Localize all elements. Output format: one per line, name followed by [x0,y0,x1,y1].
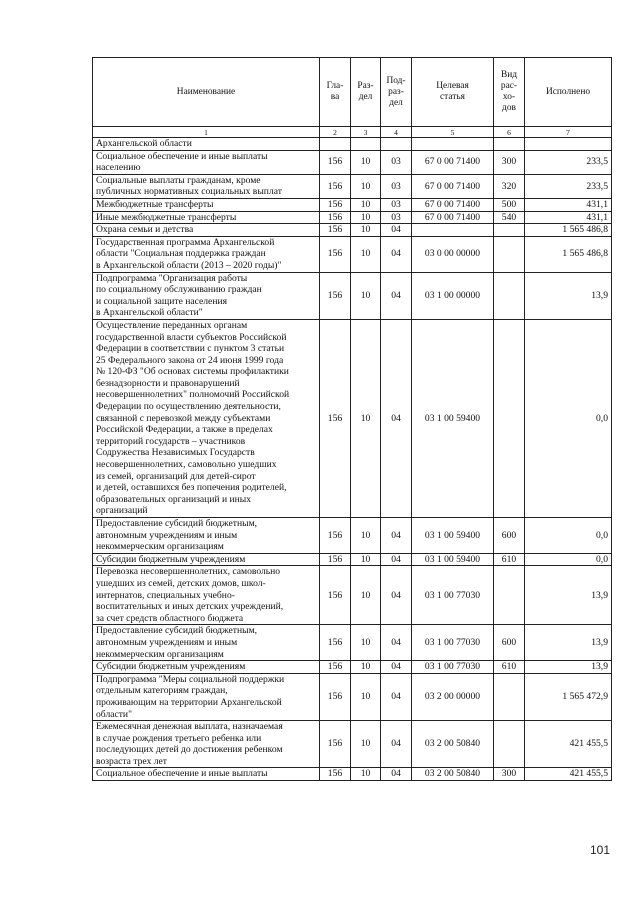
row-name: Осуществление переданных органам государственной власти субъектов Российской Федерации в соответствии с пунктом 3 статьи 25 Федерального закона от 24 июня 1999 года № 120-ФЗ "Об основах системы профилактики безнадзорности и правонарушений несовершеннолетних" полномочий Российской Федерации по осуществлению деятельности, связанной с перевозкой между субъектами Российской Федерации, а также в пределах территорий государств – участников Содружества Независимых Государств несовершеннолетних, самовольно ушедших из семей, организаций для детей-сирот и детей, оставшихся без попечения родителей, образовательных организаций и иных организаций [93,319,320,517]
table-row [93,138,612,151]
row-name: Социальное обеспечение и иные выплаты населению [93,150,320,174]
row-subsection: 04 [381,272,412,319]
row-name: Социальное обеспечение и иные выплаты [93,768,320,781]
row-subsection: 04 [381,319,412,517]
row-subsection: 04 [381,518,412,554]
row-name: Иные межбюджетные трансферты [93,211,320,224]
row-chapter: 156 [320,553,351,566]
row-target: 03 2 00 50840 [412,768,494,781]
row-subsection: 04 [381,553,412,566]
row-section: 10 [351,150,381,174]
column-number: 4 [381,127,412,138]
row-executed: 0,0 [525,319,612,517]
column-number: 3 [351,127,381,138]
row-target: 67 0 00 71400 [412,211,494,224]
header-target: Целевая статья [412,58,494,127]
row-expense-type [494,224,525,237]
row-name: Социальные выплаты гражданам, кроме публичных нормативных социальных выплат [93,174,320,198]
row-target: 03 1 00 00000 [412,272,494,319]
row-name: Предоставление субсидий бюджетным, автономным учреждениям и иным некоммерческим организациям [93,518,320,554]
row-subsection: 03 [381,211,412,224]
row-executed: 0,0 [525,553,612,566]
row-target: 03 1 00 77030 [412,625,494,661]
row-chapter: 156 [320,224,351,237]
row-subsection: 04 [381,673,412,720]
row-expense-type: 540 [494,211,525,224]
table-row [93,661,612,674]
row-expense-type: 500 [494,198,525,211]
table-row [93,566,612,625]
row-name: Государственная программа Архангельской области "Социальная поддержка граждан в Архангельской области (2013 – 2020 годы)" [93,236,320,272]
row-section: 10 [351,625,381,661]
row-expense-type [494,272,525,319]
row-name: Подпрограмма "Организация работы по социальному обслуживанию граждан и социальной защите населения в Архангельской области" [93,272,320,319]
row-section: 10 [351,768,381,781]
row-chapter: 156 [320,721,351,768]
table-row [93,553,612,566]
row-section: 10 [351,174,381,198]
row-target: 03 1 00 59400 [412,553,494,566]
row-section: 10 [351,518,381,554]
row-section: 10 [351,236,381,272]
table-row [93,236,612,272]
row-executed: 13,9 [525,661,612,674]
row-name: Перевозка несовершеннолетних, самовольно ушедших из семей, детских домов, школ- интернатов, специальных учебно- воспитательных и иных детских учреждений, за счет средств областного бюджета [93,566,320,625]
row-target: 03 1 00 77030 [412,661,494,674]
row-chapter: 156 [320,236,351,272]
row-section: 10 [351,673,381,720]
row-target: 67 0 00 71400 [412,174,494,198]
row-section: 10 [351,319,381,517]
row-section: 10 [351,198,381,211]
row-chapter: 156 [320,661,351,674]
header-name: Наименование [93,58,320,127]
table-row [93,625,612,661]
row-name: Подпрограмма "Меры социальной поддержки отдельным категориям граждан, проживающим на территории Архангельской области" [93,673,320,720]
row-executed: 431,1 [525,198,612,211]
row-target: 03 1 00 59400 [412,518,494,554]
table-row [93,150,612,174]
table-row [93,272,612,319]
table-row [93,224,612,237]
row-expense-type [494,138,525,151]
row-chapter: 156 [320,625,351,661]
row-subsection: 03 [381,198,412,211]
column-number-row [93,127,612,138]
row-target: 03 1 00 59400 [412,319,494,517]
row-subsection: 04 [381,224,412,237]
table-row [93,174,612,198]
column-number: 1 [93,127,320,138]
row-target [412,138,494,151]
row-executed: 421 455,5 [525,768,612,781]
row-chapter: 156 [320,518,351,554]
row-target: 67 0 00 71400 [412,198,494,211]
table-row [93,721,612,768]
row-subsection: 04 [381,236,412,272]
column-number: 5 [412,127,494,138]
row-executed: 233,5 [525,150,612,174]
row-chapter: 156 [320,319,351,517]
row-expense-type: 300 [494,150,525,174]
row-target: 67 0 00 71400 [412,150,494,174]
row-subsection: 03 [381,150,412,174]
row-name: Ежемесячная денежная выплата, назначаемая в случае рождения третьего ребенка или последующих детей до достижения ребенком возраста трех лет [93,721,320,768]
row-executed: 421 455,5 [525,721,612,768]
row-chapter: 156 [320,211,351,224]
row-expense-type [494,566,525,625]
row-section: 10 [351,661,381,674]
row-executed: 431,1 [525,211,612,224]
table-row [93,211,612,224]
row-section [351,138,381,151]
row-subsection: 04 [381,625,412,661]
table-row [93,518,612,554]
row-executed: 1 565 486,8 [525,236,612,272]
row-expense-type: 600 [494,625,525,661]
header-subsection: Под- раз- дел [381,58,412,127]
row-subsection: 04 [381,768,412,781]
row-section: 10 [351,566,381,625]
table-body [93,138,612,781]
table-row [93,673,612,720]
column-number: 6 [494,127,525,138]
column-number: 2 [320,127,351,138]
row-executed: 1 565 472,9 [525,673,612,720]
row-subsection [381,138,412,151]
header-section: Раз- дел [351,58,381,127]
row-expense-type [494,236,525,272]
row-section: 10 [351,224,381,237]
row-subsection: 04 [381,721,412,768]
header-executed: Исполнено [525,58,612,127]
row-chapter: 156 [320,768,351,781]
row-chapter: 156 [320,272,351,319]
row-subsection: 04 [381,566,412,625]
row-expense-type: 300 [494,768,525,781]
row-name: Межбюджетные трансферты [93,198,320,211]
row-section: 10 [351,553,381,566]
row-expense-type [494,673,525,720]
row-chapter: 156 [320,150,351,174]
table-row [93,319,612,517]
row-name: Субсидии бюджетным учреждениям [93,661,320,674]
row-target: 03 1 00 77030 [412,566,494,625]
row-executed: 1 565 486,8 [525,224,612,237]
row-expense-type [494,319,525,517]
row-executed: 13,9 [525,625,612,661]
header-chapter: Гла- ва [320,58,351,127]
row-target [412,224,494,237]
row-chapter: 156 [320,174,351,198]
row-executed [525,138,612,151]
table-row [93,198,612,211]
row-section: 10 [351,272,381,319]
row-chapter: 156 [320,198,351,211]
header-expense-type: Вид рас- хо- дов [494,58,525,127]
row-chapter: 156 [320,673,351,720]
row-target: 03 2 00 00000 [412,673,494,720]
table-header-row [93,58,612,127]
row-name: Охрана семьи и детства [93,224,320,237]
row-name: Субсидии бюджетным учреждениям [93,553,320,566]
row-expense-type: 600 [494,518,525,554]
row-expense-type: 610 [494,553,525,566]
row-name: Архангельской области [93,138,320,151]
row-section: 10 [351,211,381,224]
row-target: 03 0 00 00000 [412,236,494,272]
row-name: Предоставление субсидий бюджетным, автономным учреждениям и иным некоммерческим организациям [93,625,320,661]
row-section: 10 [351,721,381,768]
row-executed: 233,5 [525,174,612,198]
row-chapter [320,138,351,151]
row-expense-type: 320 [494,174,525,198]
row-expense-type [494,721,525,768]
row-subsection: 04 [381,661,412,674]
row-expense-type: 610 [494,661,525,674]
page-number: 101 [589,843,610,857]
budget-table [92,57,612,781]
row-subsection: 03 [381,174,412,198]
row-executed: 13,9 [525,272,612,319]
table-row [93,768,612,781]
column-number: 7 [525,127,612,138]
row-executed: 0,0 [525,518,612,554]
row-executed: 13,9 [525,566,612,625]
row-target: 03 2 00 50840 [412,721,494,768]
row-chapter: 156 [320,566,351,625]
